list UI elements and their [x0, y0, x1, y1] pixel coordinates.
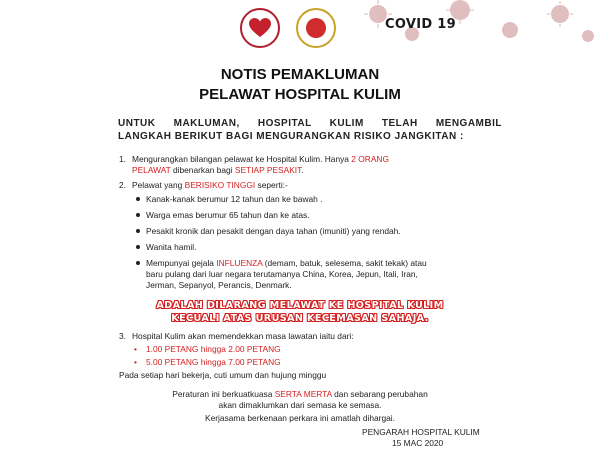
list-item: Wanita hamil. [146, 242, 197, 252]
list-item-influenza-line-2: baru pulang dari luar negara terutamanya China, Korea, Jepun, Itali, Iran, [146, 269, 418, 279]
bullet-dot [136, 197, 140, 201]
list-item-influenza: Mempunyai gejala INFLUENZA (demam, batuk, selesema, sakit tekak) atau [146, 258, 427, 268]
heart-icon [249, 18, 271, 38]
intro-line-2: LANGKAH BERIKUT BAGI MENGURANGKAN RISIKO JANGKITAN : [118, 131, 464, 142]
list-item-influenza-line-3: Jerman, Sepanyol, Perancis, Denmark. [146, 280, 292, 290]
footer-line-2: akan dimaklumkan dari semasa ke semasa. [218, 400, 382, 410]
visiting-note: Pada setiap hari bekerja, cuti umum dan hujung minggu [119, 370, 327, 380]
list-item: Pesakit kronik dan pesakit dengan daya tahan (imuniti) yang rendah. [146, 226, 401, 236]
warning-line-2: KECUALI ATAS URUSAN KECEMASAN SAHAJA. [171, 313, 429, 324]
notice-date: 15 MAC 2020 [392, 438, 444, 448]
item-1-line-1: Mengurangkan bilangan pelawat ke Hospital Kulim. Hanya 2 ORANG [132, 154, 389, 164]
dash-marker: • [134, 357, 137, 367]
dash-marker: • [134, 344, 137, 354]
bullet-dot [136, 213, 140, 217]
crest-emblem-icon [306, 18, 326, 38]
visiting-slot-1: 1.00 PETANG hingga 2.00 PETANG [146, 344, 281, 354]
intro-line-1: UNTUK MAKLUMAN, HOSPITAL KULIM TELAH MENGAMBIL [118, 118, 502, 129]
list-item: Kanak-kanak berumur 12 tahun dan ke bawah . [146, 194, 323, 204]
bullet-dot [136, 229, 140, 233]
item-3-text: Hospital Kulim akan memendekkan masa lawatan iaitu dari: [132, 331, 354, 341]
notice-subtitle: PELAWAT HOSPITAL KULIM [199, 86, 401, 103]
covid-label: COVID 19 [385, 17, 456, 32]
item-3-number: 3. [119, 331, 126, 341]
notice-title: NOTIS PEMAKLUMAN [220, 66, 380, 83]
warning-line-1: ADALAH DILARANG MELAWAT KE HOSPITAL KULIM [156, 300, 444, 311]
visiting-slot-2: 5.00 PETANG hingga 7.00 PETANG [146, 357, 281, 367]
ministry-heart-logo [240, 8, 280, 48]
item-1-number: 1. [119, 154, 126, 164]
footer-line-1: Peraturan ini berkuatkuasa SERTA MERTA dan sebarang perubahan [172, 389, 428, 399]
footer-line-3: Kerjasama berkenaan perkara ini amatlah dihargai. [205, 413, 395, 423]
item-2-number: 2. [119, 180, 126, 190]
item-2-lead: Pelawat yang BERISIKO TINGGI seperti:- [132, 180, 288, 190]
hospital-crest-logo [296, 8, 336, 48]
item-1-line-2: PELAWAT dibenarkan bagi SETIAP PESAKIT. [132, 165, 304, 175]
signatory: PENGARAH HOSPITAL KULIM [362, 427, 480, 437]
list-item: Warga emas berumur 65 tahun dan ke atas. [146, 210, 310, 220]
bullet-dot [136, 245, 140, 249]
bullet-dot [136, 261, 140, 265]
